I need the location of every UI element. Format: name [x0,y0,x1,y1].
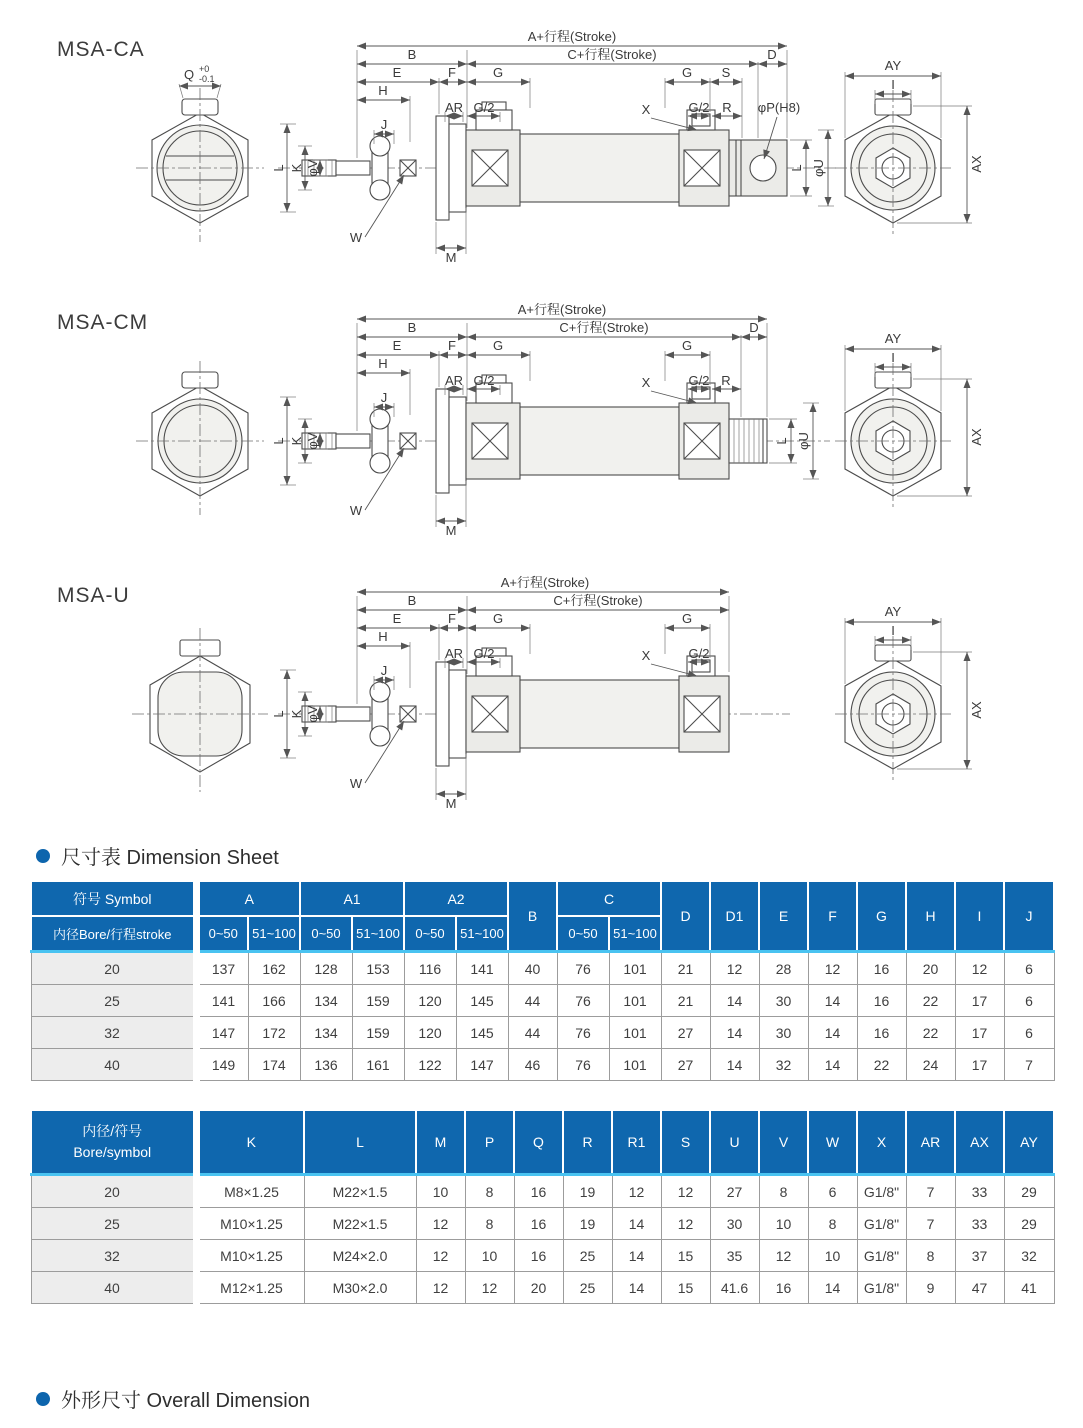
data-cell: 14 [612,1208,661,1240]
header-a1: A1 [300,881,404,916]
data-cell: 14 [710,985,759,1017]
data-cell: 25 [563,1272,612,1304]
data-cell: 16 [857,1017,906,1049]
dim-h: H [378,83,388,98]
row-header: 40 [31,1049,196,1081]
data-cell: 159 [352,1017,404,1049]
data-cell: 9 [906,1272,955,1304]
header-s: S [661,1110,710,1175]
row-header: 20 [31,1175,196,1208]
dim-r: R [722,100,732,115]
data-cell: 16 [759,1272,808,1304]
dim-phi-v: φV [305,705,320,723]
table-row [31,952,1054,985]
dim-ar: AR [444,100,464,115]
left-end-view [132,628,268,792]
row-header: 20 [31,952,196,985]
dim-i: I [891,623,895,638]
header-range: 51~100 [352,916,404,952]
data-cell: M24×2.0 [304,1240,416,1272]
data-cell: 6 [1004,985,1054,1017]
dim-l-right: L [774,437,789,445]
dim-l-right: L [789,164,804,172]
msa-ca-drawing [0,18,1083,263]
data-cell: 27 [661,1017,710,1049]
data-cell: 12 [416,1272,465,1304]
data-cell: 172 [248,1017,300,1049]
table-row [31,1017,1054,1049]
data-cell: 134 [300,985,352,1017]
dim-x: X [641,102,651,117]
dim-ay: AY [884,604,902,619]
data-cell: 136 [300,1049,352,1081]
data-cell: 14 [710,1017,759,1049]
dim-g-rear: G [681,338,693,353]
dim-q-tol-bot: -0.1 [199,74,215,84]
header-bore-symbol-zh: 内径/符号 [82,1123,143,1139]
dim-k: K [289,436,304,446]
data-cell: 6 [1004,952,1054,985]
header-range: 0~50 [300,916,352,952]
header-a2: A2 [404,881,508,916]
data-cell: G1/8" [857,1272,906,1304]
right-end-view [835,58,984,236]
data-cell: M22×1.5 [304,1175,416,1208]
data-cell: 12 [416,1208,465,1240]
dim-g: G [492,338,504,353]
data-cell: 41 [1004,1272,1054,1304]
dim-g-half-rear: G/2 [688,373,710,388]
data-cell: 128 [300,952,352,985]
data-cell: 153 [352,952,404,985]
header-l: L [304,1110,416,1175]
header-bore-stroke: 内径Bore/行程stroke [31,916,196,952]
data-cell: G1/8" [857,1240,906,1272]
dim-i: I [891,350,895,365]
data-cell: 137 [196,952,248,985]
dim-e: E [392,65,402,80]
data-cell: 12 [955,952,1004,985]
data-cell: 28 [759,952,808,985]
data-cell: 6 [1004,1017,1054,1049]
data-cell: 47 [955,1272,1004,1304]
dim-m: M [445,250,457,263]
data-cell: 27 [661,1049,710,1081]
data-cell: 12 [416,1240,465,1272]
dim-x: X [641,375,651,390]
dim-c-stroke: C+行程(Stroke) [567,47,657,62]
header-b: B [508,881,557,952]
side-view [278,375,830,493]
data-cell: 122 [404,1049,456,1081]
data-cell: 29 [1004,1208,1054,1240]
data-cell: 46 [508,1049,557,1081]
data-cell: 12 [710,952,759,985]
data-cell: 19 [563,1208,612,1240]
data-cell: M8×1.25 [196,1175,304,1208]
dimension-sheet-title: 尺寸表 Dimension Sheet [61,847,279,869]
header-r1: R1 [612,1110,661,1175]
data-cell: 145 [456,985,508,1017]
dim-phi-u: φU [811,159,826,177]
header-range: 0~50 [196,916,248,952]
data-cell: 32 [759,1049,808,1081]
dim-phi-v: φV [305,159,320,177]
data-cell: 147 [196,1017,248,1049]
dim-g-rear: G [681,611,693,626]
dimension-table-2 [30,1109,1055,1304]
table2-header-row [31,1110,1054,1175]
dim-f: F [448,611,456,626]
dim-ar: AR [444,373,464,388]
data-cell: 8 [906,1240,955,1272]
dim-l-left: L [271,437,286,445]
model-title-msa-u: MSA-U [57,584,130,607]
data-cell: 12 [661,1208,710,1240]
data-cell: 24 [906,1049,955,1081]
dim-ay: AY [884,331,902,346]
data-cell: 147 [456,1049,508,1081]
dim-g: G [492,611,504,626]
header-j: J [1004,881,1054,952]
data-cell: 14 [808,1049,857,1081]
dim-q: Q [183,67,195,82]
data-cell: 12 [759,1240,808,1272]
dim-l-left: L [271,710,286,718]
header-ax: AX [955,1110,1004,1175]
dim-d: D [767,47,777,62]
row-header: 32 [31,1240,196,1272]
data-cell: 120 [404,1017,456,1049]
dim-b: B [407,593,417,608]
table-row [31,1272,1054,1304]
data-cell: 22 [906,1017,955,1049]
dim-s: S [721,65,731,80]
data-cell: 14 [808,1017,857,1049]
dim-i: I [891,77,895,92]
header-symbol: 符号 Symbol [31,881,196,916]
data-cell: 12 [612,1175,661,1208]
data-cell: 19 [563,1175,612,1208]
row-header: 40 [31,1272,196,1304]
data-cell: 10 [416,1175,465,1208]
data-cell: 12 [808,952,857,985]
data-cell: 15 [661,1240,710,1272]
side-view [278,648,790,766]
dim-p-h8: φP(H8) [757,100,801,115]
data-cell: 101 [609,1017,661,1049]
dim-m: M [445,523,457,536]
dim-b: B [407,320,417,335]
dim-e: E [392,338,402,353]
dim-g-half: G/2 [473,100,495,115]
table-row [31,1240,1054,1272]
dim-m: M [445,796,457,809]
dim-ax: AX [969,428,984,446]
right-end-view [835,604,984,782]
header-bore-symbol-en: Bore/symbol [73,1144,152,1160]
data-cell: M10×1.25 [196,1240,304,1272]
data-cell: 8 [759,1175,808,1208]
dimension-sheet-heading [36,841,1083,870]
data-cell: 40 [508,952,557,985]
dim-k: K [289,163,304,173]
data-cell: 10 [759,1208,808,1240]
data-cell: 22 [857,1049,906,1081]
data-cell: 8 [808,1208,857,1240]
data-cell: 29 [1004,1175,1054,1208]
dim-c-stroke: C+行程(Stroke) [559,320,649,335]
dim-g-half-rear: G/2 [688,100,710,115]
section-msa-ca [0,18,1083,263]
data-cell: 20 [514,1272,563,1304]
data-cell: 12 [661,1175,710,1208]
data-cell: 14 [612,1240,661,1272]
data-cell: 76 [557,1017,609,1049]
data-cell: 30 [759,985,808,1017]
data-cell: 44 [508,985,557,1017]
table-row [31,985,1054,1017]
data-cell: 30 [759,1017,808,1049]
section-msa-cm [0,291,1083,536]
data-cell: 76 [557,1049,609,1081]
dim-j: J [380,390,388,405]
header-h: H [906,881,955,952]
header-k: K [196,1110,304,1175]
dim-ay: AY [884,58,902,73]
table1-header-row-1 [31,881,1054,916]
table-row [31,1208,1054,1240]
msa-u-drawing [0,564,1083,809]
header-w: W [808,1110,857,1175]
data-cell: 7 [906,1175,955,1208]
data-cell: G1/8" [857,1175,906,1208]
header-range: 51~100 [456,916,508,952]
data-cell: 76 [557,985,609,1017]
dim-c-stroke: C+行程(Stroke) [553,593,643,608]
data-cell: 166 [248,985,300,1017]
dim-ax: AX [969,701,984,719]
data-cell: 32 [1004,1240,1054,1272]
header-p: P [465,1110,514,1175]
dim-w: W [349,503,363,518]
dim-a-stroke: A+行程(Stroke) [527,29,617,44]
header-ar: AR [906,1110,955,1175]
data-cell: 16 [514,1175,563,1208]
header-v: V [759,1110,808,1175]
data-cell: 16 [857,952,906,985]
data-cell: 17 [955,985,1004,1017]
section-msa-u [0,564,1083,809]
data-cell: 76 [557,952,609,985]
data-cell: 134 [300,1017,352,1049]
data-cell: 33 [955,1208,1004,1240]
data-cell: 21 [661,952,710,985]
table-row [31,1175,1054,1208]
dim-g-half: G/2 [473,373,495,388]
dim-phi-v: φV [305,432,320,450]
model-title-msa-ca: MSA-CA [57,38,145,61]
data-cell: 14 [612,1272,661,1304]
data-cell: 33 [955,1175,1004,1208]
data-cell: 162 [248,952,300,985]
dim-d: D [749,320,759,335]
data-cell: 15 [661,1272,710,1304]
data-cell: 161 [352,1049,404,1081]
data-cell: 101 [609,952,661,985]
data-cell: 17 [955,1049,1004,1081]
header-ay: AY [1004,1110,1054,1175]
header-u: U [710,1110,759,1175]
dim-l-left: L [271,164,286,172]
data-cell: 8 [465,1208,514,1240]
dim-x: X [641,648,651,663]
data-cell: 27 [710,1175,759,1208]
header-r: R [563,1110,612,1175]
data-cell: M12×1.25 [196,1272,304,1304]
header-c: C [557,881,661,916]
row-header: 25 [31,985,196,1017]
data-cell: 101 [609,985,661,1017]
data-cell: 44 [508,1017,557,1049]
data-cell: 10 [465,1240,514,1272]
data-cell: 14 [808,985,857,1017]
header-d1: D1 [710,881,759,952]
header-a: A [196,881,300,916]
dim-h: H [378,356,388,371]
data-cell: 7 [1004,1049,1054,1081]
data-cell: 14 [808,1272,857,1304]
data-cell: 25 [563,1240,612,1272]
header-range: 0~50 [557,916,609,952]
data-cell: 16 [514,1240,563,1272]
data-cell: 6 [808,1175,857,1208]
dim-k: K [289,709,304,719]
data-cell: 35 [710,1240,759,1272]
dim-j: J [380,117,388,132]
header-g: G [857,881,906,952]
left-end-view [136,64,264,242]
dim-q-tol-top: +0 [199,64,210,74]
table-row [31,1049,1054,1081]
data-cell: 30 [710,1208,759,1240]
header-i: I [955,881,1004,952]
data-cell: M22×1.5 [304,1208,416,1240]
data-cell: M10×1.25 [196,1208,304,1240]
dim-j: J [380,663,388,678]
dim-ax: AX [969,155,984,173]
data-cell: 41.6 [710,1272,759,1304]
dim-g: G [492,65,504,80]
msa-cm-drawing [0,291,1083,536]
dim-phi-u: φU [796,432,811,450]
dim-w: W [349,776,363,791]
left-end-view [136,361,264,515]
header-range: 0~50 [404,916,456,952]
dim-ar: AR [444,646,464,661]
header-q: Q [514,1110,563,1175]
dim-e: E [392,611,402,626]
dim-f: F [448,65,456,80]
header-f: F [808,881,857,952]
data-cell: 149 [196,1049,248,1081]
header-m: M [416,1110,465,1175]
dim-r: R [721,373,731,388]
header-bore-symbol [31,1110,196,1175]
data-cell: G1/8" [857,1208,906,1240]
data-cell: 12 [465,1272,514,1304]
dim-a-stroke: A+行程(Stroke) [517,302,607,317]
header-x: X [857,1110,906,1175]
header-range: 51~100 [248,916,300,952]
dim-b: B [407,47,417,62]
dim-h: H [378,629,388,644]
data-cell: 10 [808,1240,857,1272]
dim-f: F [448,338,456,353]
bullet-icon [36,1392,50,1406]
model-title-msa-cm: MSA-CM [57,311,149,334]
data-cell: 37 [955,1240,1004,1272]
data-cell: 21 [661,985,710,1017]
data-cell: 145 [456,1017,508,1049]
data-cell: 8 [465,1175,514,1208]
data-cell: 101 [609,1049,661,1081]
dim-g-half: G/2 [473,646,495,661]
data-cell: 16 [514,1208,563,1240]
right-end-view [835,331,984,509]
side-view [278,102,838,220]
data-cell: 17 [955,1017,1004,1049]
row-header: 25 [31,1208,196,1240]
data-cell: 141 [456,952,508,985]
dim-g-rear: G [681,65,693,80]
bullet-icon [36,849,50,863]
data-cell: 16 [857,985,906,1017]
data-cell: 174 [248,1049,300,1081]
data-cell: 22 [906,985,955,1017]
data-cell: 7 [906,1208,955,1240]
header-range: 51~100 [609,916,661,952]
data-cell: M30×2.0 [304,1272,416,1304]
dimension-table-1 [30,880,1055,1081]
dim-g-half-rear: G/2 [688,646,710,661]
data-cell: 159 [352,985,404,1017]
header-e: E [759,881,808,952]
dim-w: W [349,230,363,245]
header-d: D [661,881,710,952]
overall-dimension-title: 外形尺寸 Overall Dimension [61,1390,310,1412]
overall-dimension-heading [36,1384,1083,1413]
data-cell: 20 [906,952,955,985]
data-cell: 141 [196,985,248,1017]
data-cell: 116 [404,952,456,985]
data-cell: 120 [404,985,456,1017]
dim-a-stroke: A+行程(Stroke) [500,575,590,590]
data-cell: 14 [710,1049,759,1081]
row-header: 32 [31,1017,196,1049]
